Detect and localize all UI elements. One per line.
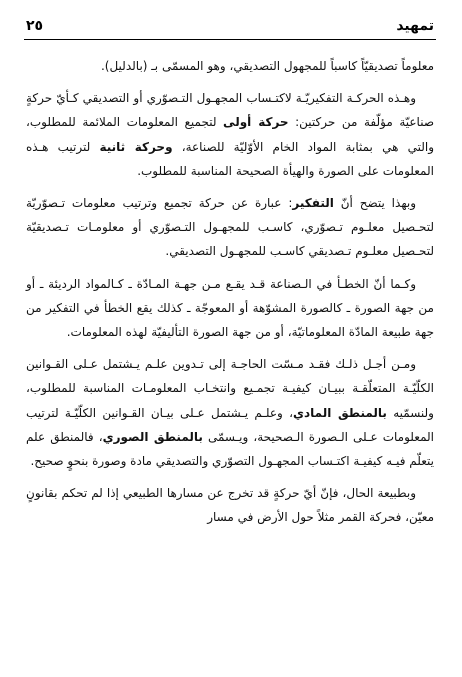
text-run: ، فالمنطق علم يتعلّم فيـه كيفيـة اكتـساب المجهـول التصوّري والتصديقي مادة وصورة بنحوٍ صحيح. bbox=[26, 429, 434, 469]
paragraph bbox=[26, 352, 434, 473]
text-run: وكـما أنّ الخطـأ في الـصناعة قـد يقـع مـن جهـة المـادّة ـ كـالمواد الرديئة ـ أو من جهة الصورة ـ كالصورة المشوّهة أو المعوجّة ـ كذلك يقع الخطأ في التفكير من جهة طبيعة المادّة المعلوماتيّة، أو من جهة الصورة التأليفيّة لهذه المعلومات. bbox=[26, 276, 434, 340]
text-run: معلوماً تصديقيّاً كاسباً للمجهول التصديقي، وهو المسمّى بـ (بالدليل). bbox=[100, 59, 434, 73]
bold-term: بالمنطق المادي bbox=[293, 405, 387, 420]
text-run: وبطبيعة الحال، فإنّ أيّ حركةٍ قد تخرج عن مسارها الطبيعي إذا لم تحكم بقانونٍ معيّن، فحركة القمر مثلاً حول الأرض في مسار bbox=[26, 486, 434, 525]
paragraph bbox=[26, 481, 434, 529]
bold-term: حركة أولى bbox=[223, 115, 289, 130]
text-run: ومـن أجـل ذلـك فقـد مـسّت الحاجـة إلى تـدوين علـم يـشتمل عـلى القـوانين الكلّيّـة المتعلّقـة ببيـان كيفيـة تجمـيع وانتخـاب المعلومـات المناسبة للمطلوب، ولنسمّيه bbox=[26, 357, 434, 420]
page-number: ٢٥ bbox=[26, 18, 44, 34]
text-run: لترتيب هـذه المعلومات على الصورة والهيأة الصحيحة المناسبة للمطلوب. bbox=[26, 139, 434, 178]
paragraph bbox=[26, 272, 434, 345]
page-header bbox=[26, 16, 434, 36]
paragraph bbox=[26, 86, 434, 183]
header-divider bbox=[24, 39, 436, 40]
chapter-title: تمهيد bbox=[396, 18, 434, 34]
text-run: وبهذا يتضح أنّ bbox=[333, 196, 416, 211]
page-body bbox=[26, 54, 434, 538]
text-run: : عبارة عن حركة تجميع وترتيب معلومات تـصوّريّة لتحـصيل معلـوم تـصوّري، كاسـب للمجهـول التـصوّري أو معلومـات تـصديقيّة لتحـصيل معلـوم تـصديقي كاسـب للمجهـول التصديقي. bbox=[26, 196, 434, 259]
text-run: ، وعلـم يـشتمل عـلى بيـان القـوانين الكلّيّـة لترتيب المعلومات عـلى الـصورة الـصحيحة، ويـسمّى bbox=[26, 405, 434, 444]
text-run: وهـذه الحركـة التفكيريّـة لاكتـساب المجهـول التـصوّري أو التصديقي كـأيّ حركةٍ صناعيّة مؤلّفة من حركتين: bbox=[26, 91, 435, 130]
text-run: لتجميع المعلومات الملائمة للمطلوب، والتي هي بمثابة المواد الخام الأوّليّة للصناعة، bbox=[26, 115, 435, 154]
paragraph bbox=[26, 54, 434, 78]
bold-term: بالمنطق الصوري bbox=[102, 429, 203, 444]
paragraph bbox=[26, 191, 434, 264]
bold-term: وحركة ثانية bbox=[99, 139, 173, 154]
bold-term: التفكير bbox=[292, 196, 334, 211]
